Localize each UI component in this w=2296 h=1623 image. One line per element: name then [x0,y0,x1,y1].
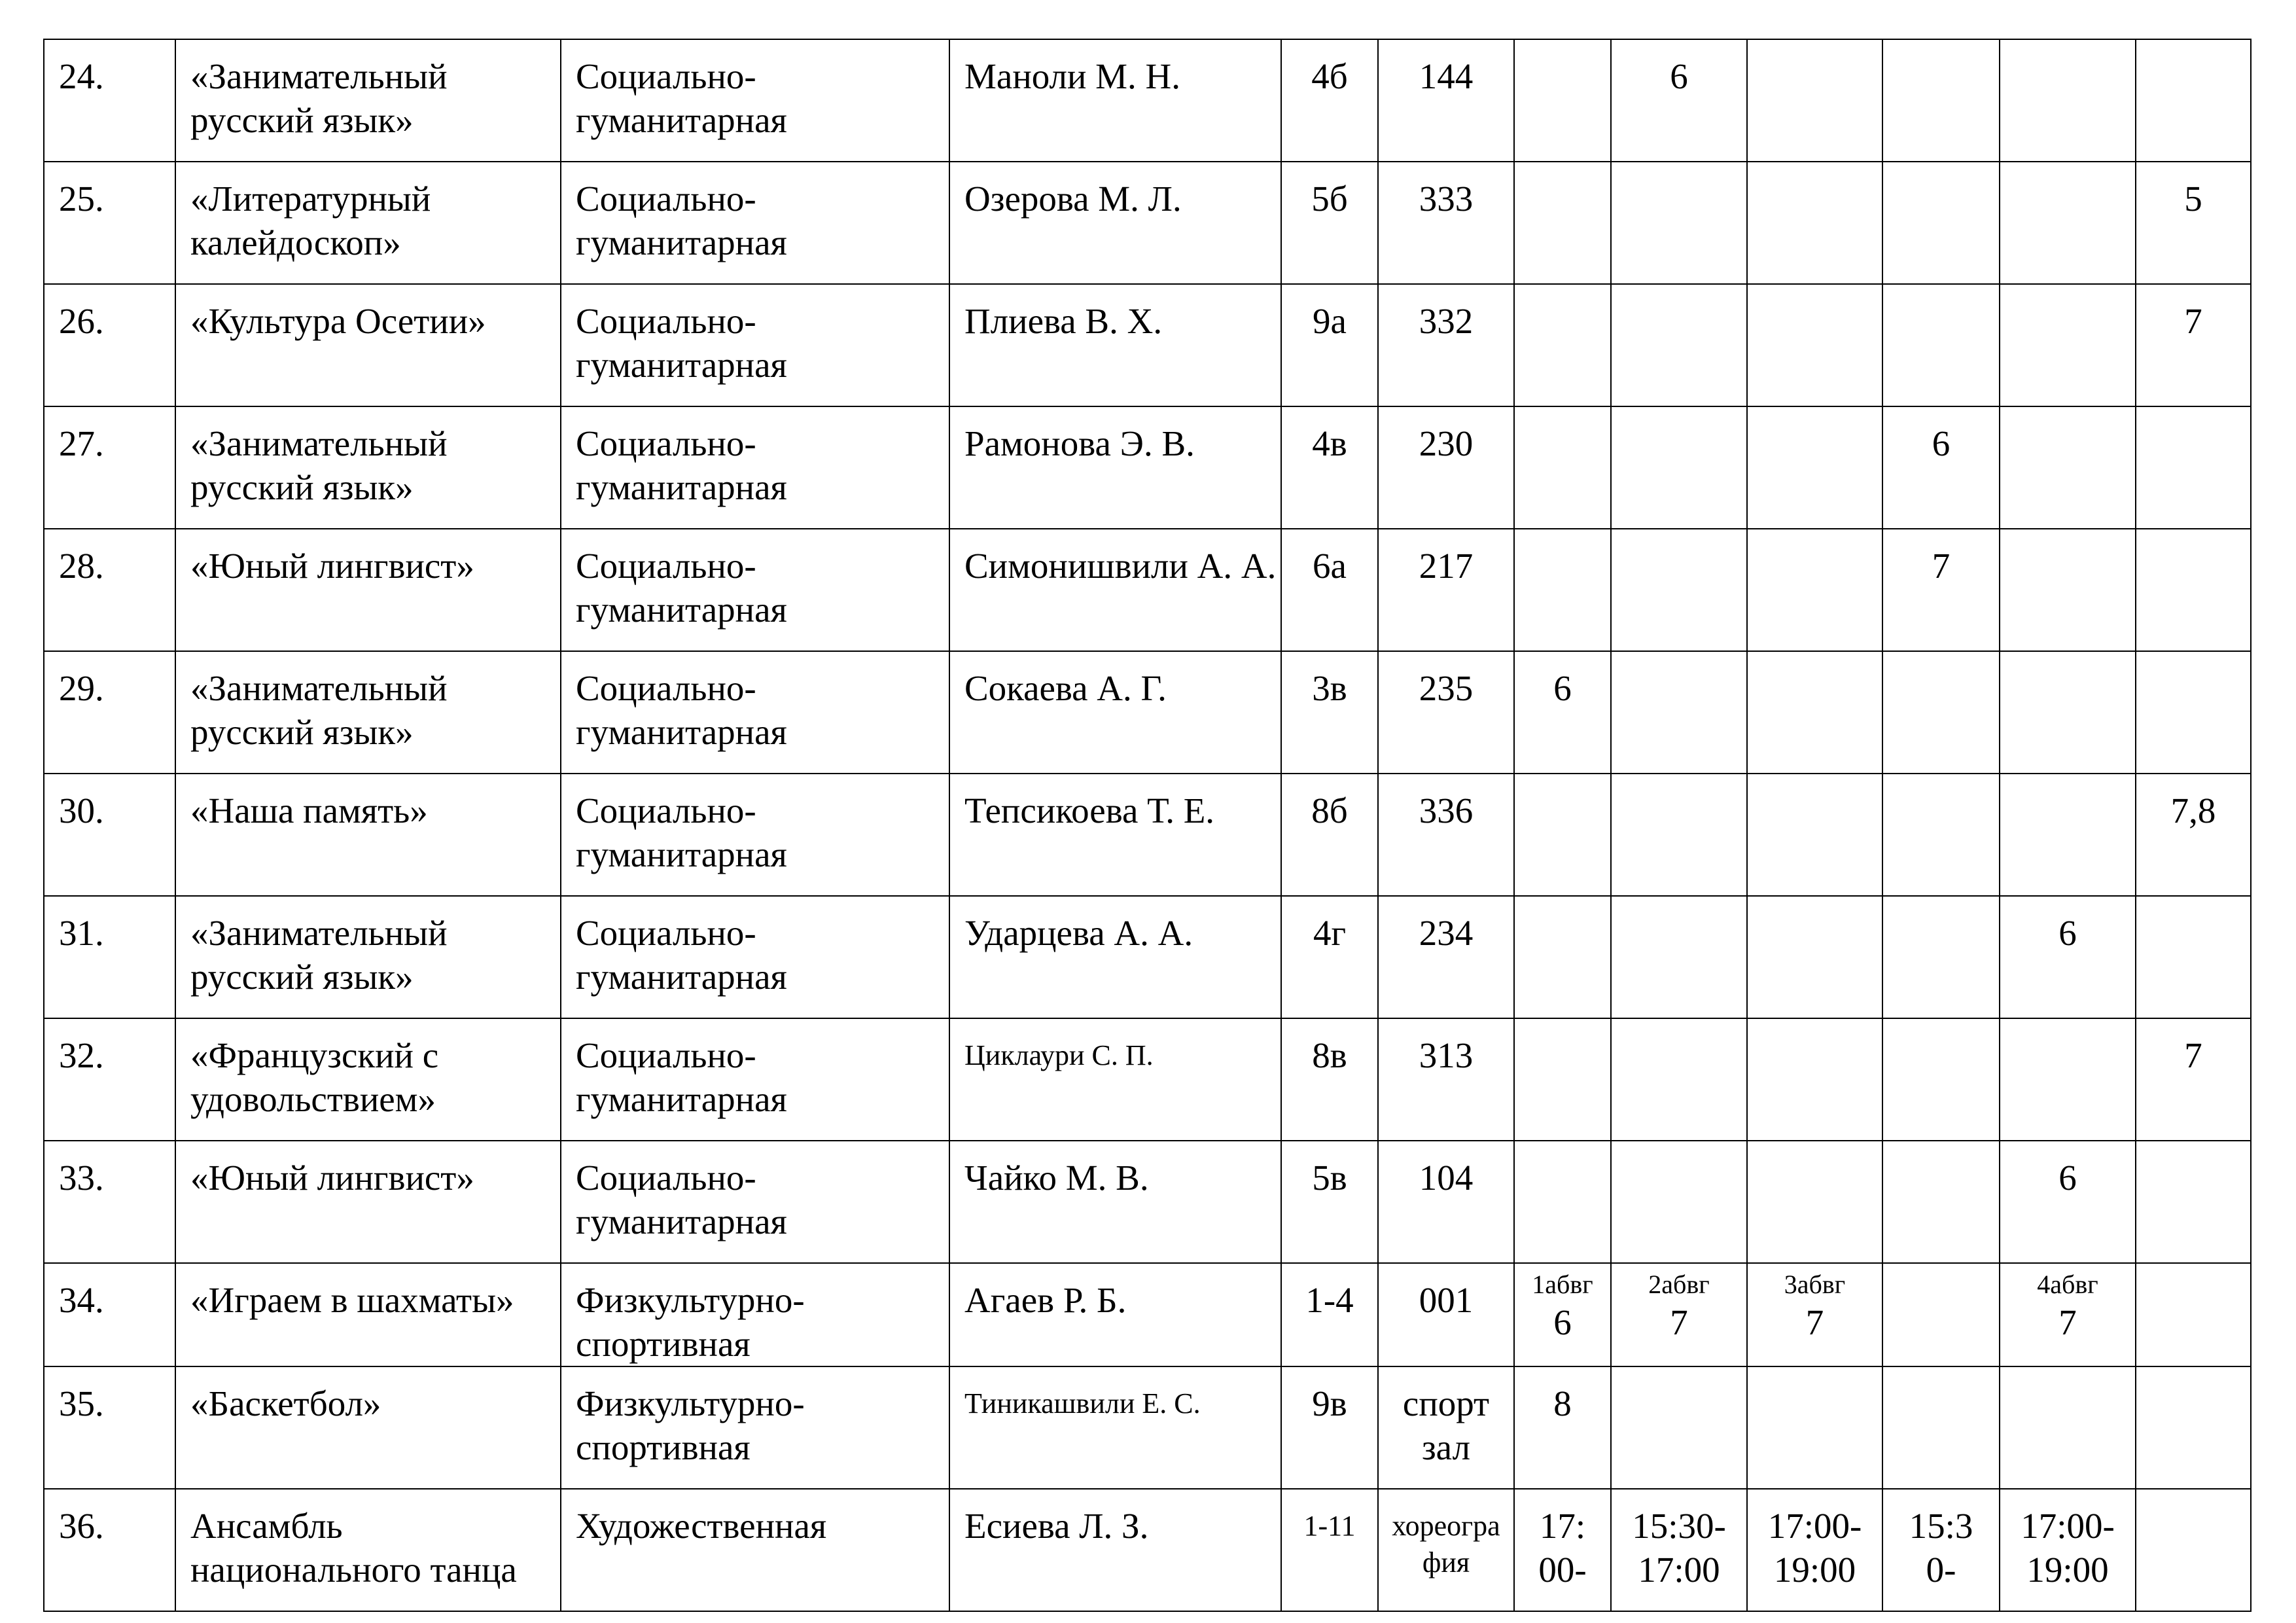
day-5-cell: 6 [2000,896,2136,1018]
day-6-cell: 7 [2136,1018,2251,1141]
day-3-cell [1747,651,1882,774]
table-row [44,39,2251,162]
class-cell: 8в [1281,1018,1378,1141]
table-row [44,651,2251,774]
day-6-cell: 7 [2136,284,2251,406]
teacher: Озерова М. Л. [949,162,1281,284]
direction: Социально-гуманитарная [561,651,949,774]
row-number: 25. [44,162,175,284]
day-4-cell [1882,1263,2000,1366]
day-1-cell [1514,1141,1611,1263]
direction: Социально-гуманитарная [561,39,949,162]
day-5-cell [2000,162,2136,284]
room-cell: 217 [1378,529,1514,651]
day-2-cell [1611,1366,1747,1489]
day-1-cell [1514,406,1611,529]
row-number: 24. [44,39,175,162]
class-cell: 5б [1281,162,1378,284]
class-cell: 8б [1281,774,1378,896]
direction: Физкультурно-спортивная [561,1366,949,1489]
direction: Художественная [561,1489,949,1611]
class-cell: 4б [1281,39,1378,162]
day-5-cell: 17:00-19:00 [2000,1489,2136,1611]
day-3-cell: 17:00-19:00 [1747,1489,1882,1611]
activity-name: «Занимательный русский язык» [175,896,561,1018]
day-3-cell [1747,284,1882,406]
row-number: 31. [44,896,175,1018]
day-3-cell [1747,1141,1882,1263]
teacher: Рамонова Э. В. [949,406,1281,529]
row-number: 36. [44,1489,175,1611]
day-1-cell [1514,162,1611,284]
class-cell: 5в [1281,1141,1378,1263]
activity-name: «Занимательный русский язык» [175,651,561,774]
row-number: 35. [44,1366,175,1489]
day-1-cell [1514,39,1611,162]
room-cell: 336 [1378,774,1514,896]
day-2-cell [1611,406,1747,529]
direction: Социально-гуманитарная [561,529,949,651]
day-1-cell [1514,284,1611,406]
teacher: Агаев Р. Б. [949,1263,1281,1366]
day-4-cell: 6 [1882,406,2000,529]
table-row [44,529,2251,651]
day-5-cell [2000,39,2136,162]
day-3-cell [1747,406,1882,529]
day-5-cell [2000,529,2136,651]
day-2-cell [1611,529,1747,651]
class-cell: 9в [1281,1366,1378,1489]
day-4-cell [1882,39,2000,162]
day-5-cell [2000,1018,2136,1141]
day-2-cell [1611,651,1747,774]
activity-name: «Юный лингвист» [175,1141,561,1263]
table-row [44,1141,2251,1263]
room-cell: 332 [1378,284,1514,406]
direction: Физкультурно-спортивная [561,1263,949,1366]
lesson-number: 7 [1805,1302,1824,1342]
table-row [44,896,2251,1018]
day-3-cell [1747,896,1882,1018]
table-row [44,162,2251,284]
direction: Социально-гуманитарная [561,774,949,896]
day-2-cell: 15:30-17:00 [1611,1489,1747,1611]
teacher: Тиникашвили Е. С. [949,1366,1281,1489]
day-1-cell [1514,774,1611,896]
day-4-cell [1882,651,2000,774]
day-6-cell [2136,1263,2251,1366]
day-1-cell [1514,1263,1611,1366]
day-6-cell [2136,896,2251,1018]
day-2-cell [1611,1141,1747,1263]
direction: Социально-гуманитарная [561,284,949,406]
day-2-cell [1611,284,1747,406]
row-number: 30. [44,774,175,896]
day-6-cell [2136,1366,2251,1489]
activity-name: «Занимательный русский язык» [175,406,561,529]
day-4-cell [1882,896,2000,1018]
teacher: Чайко М. В. [949,1141,1281,1263]
row-number: 28. [44,529,175,651]
day-3-cell [1747,529,1882,651]
table-row [44,284,2251,406]
day-1-cell [1514,529,1611,651]
day-1-cell: 6 [1514,651,1611,774]
room-cell: 333 [1378,162,1514,284]
teacher: Тепсикоева Т. Е. [949,774,1281,896]
row-number: 29. [44,651,175,774]
direction: Социально-гуманитарная [561,1141,949,1263]
room-cell: хореография [1378,1489,1514,1611]
group-label: 1абвг [1532,1270,1593,1299]
teacher: Ударцева А. А. [949,896,1281,1018]
day-3-cell [1747,1366,1882,1489]
lesson-number: 6 [1553,1302,1572,1342]
group-label: 4абвг [2037,1270,2098,1299]
room-cell: 144 [1378,39,1514,162]
day-2-cell [1611,162,1747,284]
activity-name: «Юный лингвист» [175,529,561,651]
room-cell: спорт зал [1378,1366,1514,1489]
day-2-cell [1611,1018,1747,1141]
activity-name: Ансамбль национального танца [175,1489,561,1611]
teacher: Маноли М. Н. [949,39,1281,162]
row-number: 33. [44,1141,175,1263]
row-number: 26. [44,284,175,406]
day-2-cell [1611,896,1747,1018]
day-4-cell: 15:30- [1882,1489,2000,1611]
day-3-cell [1747,1263,1882,1366]
activity-name: «Культура Осетии» [175,284,561,406]
class-cell: 1-11 [1281,1489,1378,1611]
row-number: 32. [44,1018,175,1141]
day-6-cell: 7,8 [2136,774,2251,896]
day-2-cell: 6 [1611,39,1747,162]
class-cell: 1-4 [1281,1263,1378,1366]
day-1-cell [1514,896,1611,1018]
class-cell: 4г [1281,896,1378,1018]
day-5-cell: 6 [2000,1141,2136,1263]
day-6-cell [2136,39,2251,162]
activity-name: «Занимательный русский язык» [175,39,561,162]
class-cell: 9а [1281,284,1378,406]
table-row [44,1489,2251,1611]
day-6-cell: 5 [2136,162,2251,284]
class-cell: 3в [1281,651,1378,774]
table-row [44,1263,2251,1366]
day-6-cell [2136,406,2251,529]
day-4-cell [1882,284,2000,406]
teacher: Симонишвили А. А. [949,529,1281,651]
teacher: Есиева Л. З. [949,1489,1281,1611]
activity-name: «Баскетбол» [175,1366,561,1489]
day-4-cell [1882,774,2000,896]
day-4-cell [1882,1366,2000,1489]
day-3-cell [1747,774,1882,896]
table-row [44,774,2251,896]
day-3-cell [1747,162,1882,284]
day-5-cell [2000,651,2136,774]
day-5-cell [2000,284,2136,406]
teacher: Сокаева А. Г. [949,651,1281,774]
direction: Социально-гуманитарная [561,1018,949,1141]
lesson-number: 7 [1670,1302,1688,1342]
room-cell: 001 [1378,1263,1514,1366]
day-6-cell [2136,651,2251,774]
day-3-cell [1747,39,1882,162]
table-row [44,1018,2251,1141]
table-row [44,406,2251,529]
day-1-cell: 8 [1514,1366,1611,1489]
schedule-table [43,39,2252,1612]
room-cell: 235 [1378,651,1514,774]
day-5-cell [2000,1366,2136,1489]
activity-name: «Наша память» [175,774,561,896]
group-label: 3абвг [1784,1270,1846,1299]
day-6-cell [2136,529,2251,651]
day-2-cell [1611,1263,1747,1366]
day-3-cell [1747,1018,1882,1141]
direction: Социально-гуманитарная [561,896,949,1018]
room-cell: 230 [1378,406,1514,529]
room-cell: 234 [1378,896,1514,1018]
day-4-cell [1882,1141,2000,1263]
class-cell: 6а [1281,529,1378,651]
activity-name: «Литературный калейдоскоп» [175,162,561,284]
day-1-cell: 17:00- [1514,1489,1611,1611]
direction: Социально-гуманитарная [561,406,949,529]
lesson-number: 7 [2058,1302,2077,1342]
activity-name: «Играем в шахматы» [175,1263,561,1366]
row-number: 27. [44,406,175,529]
class-cell: 4в [1281,406,1378,529]
direction: Социально-гуманитарная [561,162,949,284]
teacher: Циклаури С. П. [949,1018,1281,1141]
group-label: 2абвг [1648,1270,1710,1299]
day-4-cell: 7 [1882,529,2000,651]
day-5-cell [2000,406,2136,529]
room-cell: 104 [1378,1141,1514,1263]
day-4-cell [1882,162,2000,284]
day-5-cell [2000,774,2136,896]
table-row [44,1366,2251,1489]
day-5-cell [2000,1263,2136,1366]
day-2-cell [1611,774,1747,896]
room-cell: 313 [1378,1018,1514,1141]
day-6-cell [2136,1489,2251,1611]
day-4-cell [1882,1018,2000,1141]
day-6-cell [2136,1141,2251,1263]
row-number: 34. [44,1263,175,1366]
activity-name: «Французский с удовольствием» [175,1018,561,1141]
day-1-cell [1514,1018,1611,1141]
teacher: Плиева В. Х. [949,284,1281,406]
